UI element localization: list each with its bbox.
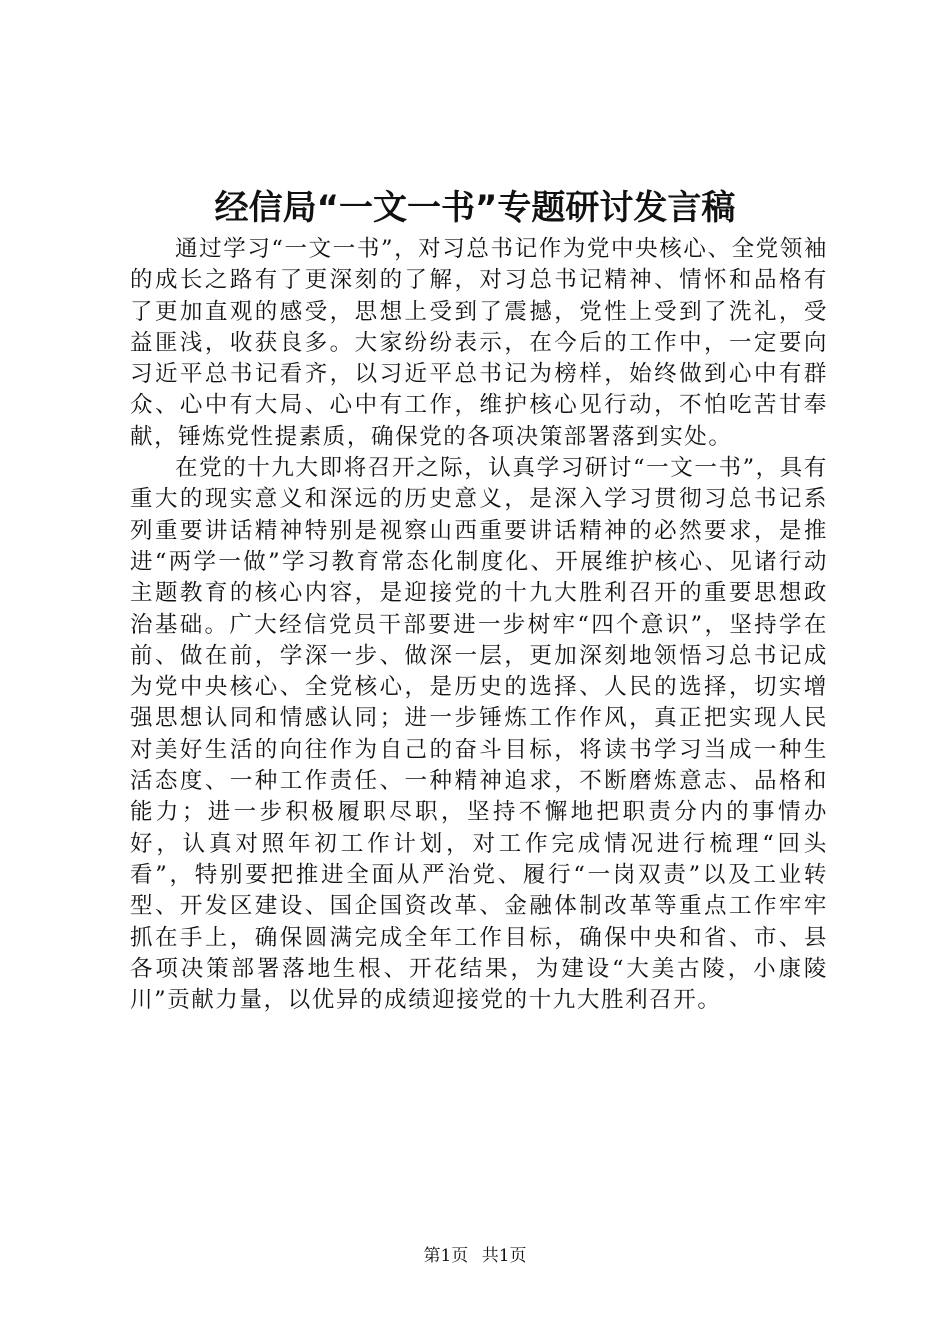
- document-body: [130, 234, 828, 1016]
- paragraph-1: 通过学习“一文一书”，对习总书记作为党中央核心、全党领袖的成长之路有了更深刻的了解，对习总书记精神、情怀和品格有了更加直观的感受，思想上受到了震撼，党性上受到了洗礼，受益匪浅，收获良多。大家纷纷表示，在今后的工作中，一定要向习近平总书记看齐，以习近平总书记为榜样，始终做到心中有群众、心中有大局、心中有工作，维护核心见行动，不怕吃苦甘奉献，锤炼党性提素质，确保党的各项决策部署落到实处。: [130, 236, 828, 450]
- document-title: 经信局“一文一书”专题研讨发言稿: [214, 188, 736, 228]
- paragraph-2: 在党的十九大即将召开之际，认真学习研讨“一文一书”，具有重大的现实意义和深远的历史意义，是深入学习贯彻习总书记系列重要讲话精神特别是视察山西重要讲话精神的必然要求，是推进“两学一做”学习教育常态化制度化、开展维护核心、见诸行动主题教育的核心内容，是迎接党的十九大胜利召开的重要思想政治基础。广大经信党员干部要进一步树牢“四个意识”，坚持学在前、做在前，学深一步、做深一层，更加深刻地领悟习总书记成为党中央核心、全党核心，是历史的选择、人民的选择，切实增强思想认同和情感认同；进一步锤炼工作作风，真正把实现人民对美好生活的向往作为自己的奋斗目标，将读书学习当成一种生活态度、一种工作责任、一种精神追求，不断磨炼意志、品格和能力；进一步积极履职尽职，坚持不懈地把职责分内的事情办好，认真对照年初工作计划，对工作完成情况进行梳理“回头看”，特别要把推进全面从严治党、履行“一岗双责”以及工业转型、开发区建设、国企国资改革、金融体制改革等重点工作牢牢抓在手上，确保圆满完成全年工作目标，确保中央和省、市、县各项决策部署落地生根、开花结果，为建设“大美古陵，小康陵川”贡献力量，以优异的成绩迎接党的十九大胜利召开。: [130, 455, 828, 1014]
- page-footer: [0, 1244, 950, 1268]
- page-number-total: 共1页: [481, 1246, 527, 1266]
- page-number-current: 第1页: [423, 1246, 469, 1266]
